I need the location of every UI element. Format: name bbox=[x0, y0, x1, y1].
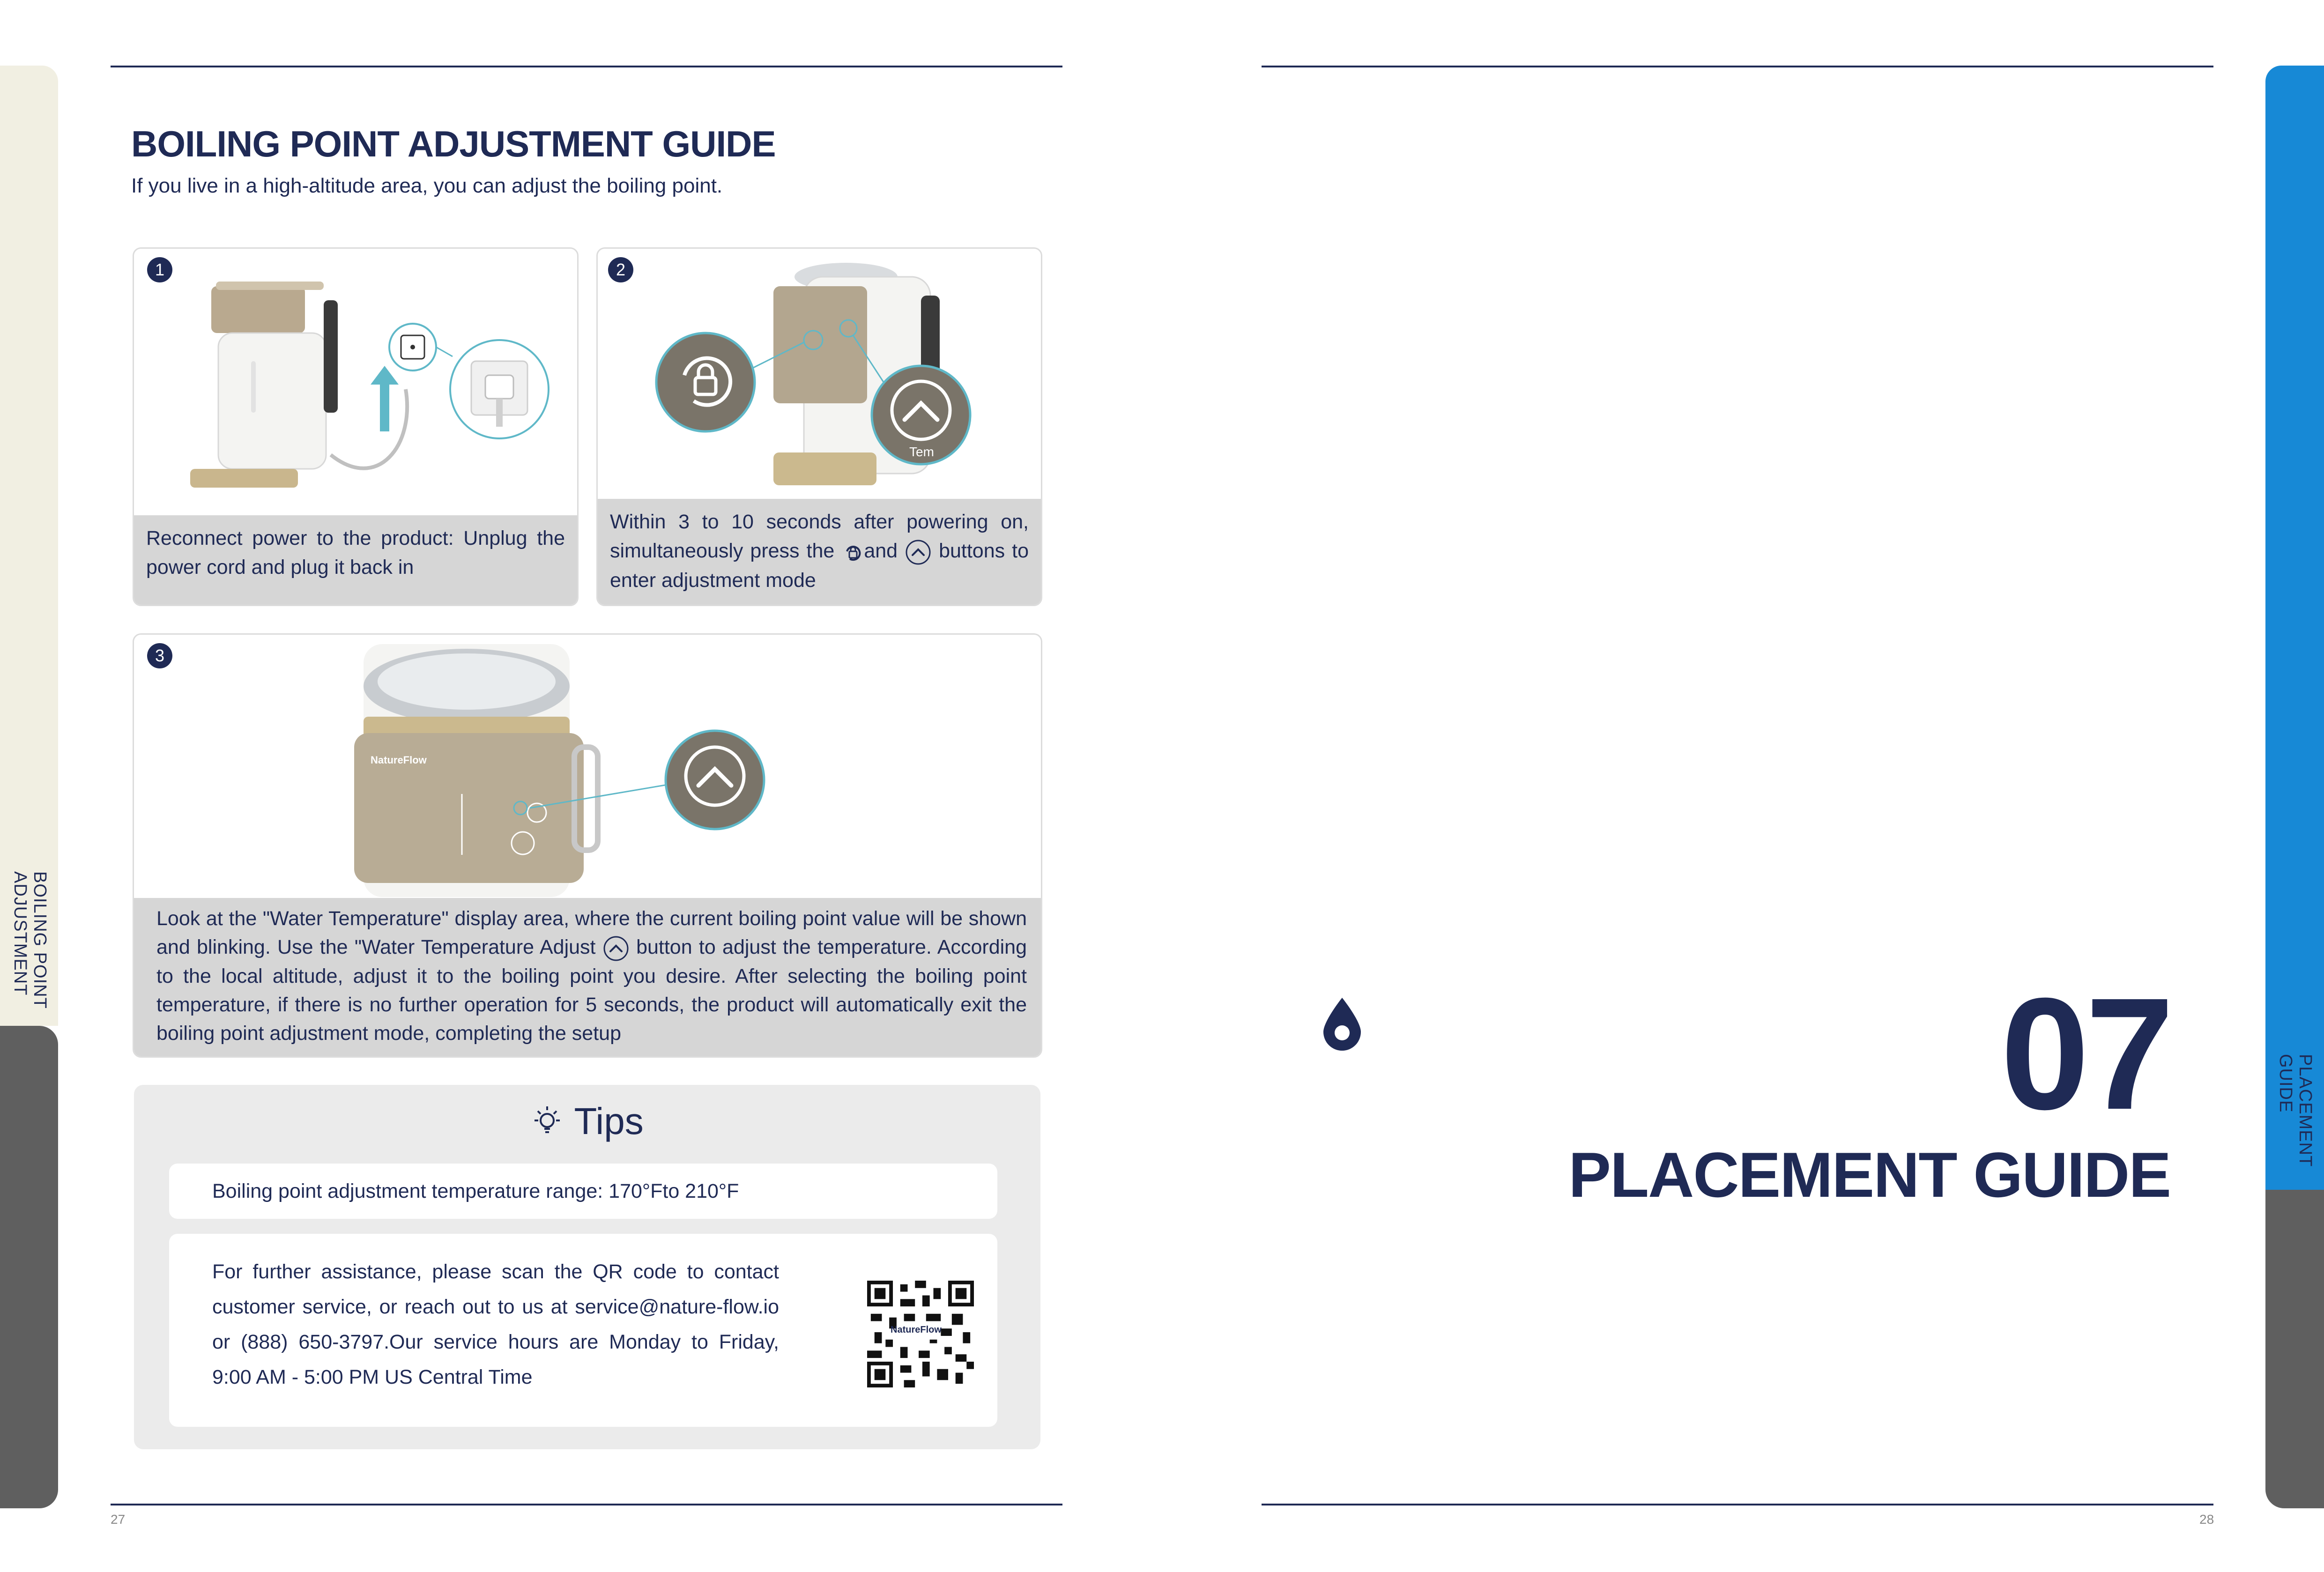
step-2-caption-start: Within 3 to 10 seconds after powering on, simultaneously press the bbox=[610, 511, 1029, 562]
lightbulb-icon bbox=[531, 1103, 564, 1140]
tip-range bbox=[169, 1164, 997, 1219]
top-rule-left bbox=[111, 66, 1062, 67]
right-page-number: 28 bbox=[2199, 1512, 2214, 1527]
right-side-tab bbox=[2265, 66, 2324, 1190]
step-1-card bbox=[133, 247, 579, 606]
step-2-card bbox=[596, 247, 1042, 606]
step-3-caption-end: button to adjust the temperature. According to the local altitude, adjust it to the boiling point you desire. After selecting the boiling point temperature, if there is no further operation for 5 seconds, the product will automatically exit the boiling point adjustment mode, completing the setup bbox=[156, 936, 1027, 1045]
tips-panel bbox=[134, 1085, 1040, 1449]
bottom-rule-right bbox=[1262, 1504, 2213, 1505]
page-title: BOILING POINT ADJUSTMENT GUIDE bbox=[131, 123, 776, 164]
step-1-number: 1 bbox=[147, 257, 172, 282]
step-3-card bbox=[133, 633, 1042, 1058]
temperature-adjust-icon bbox=[602, 935, 630, 962]
water-drop-icon bbox=[1319, 995, 1366, 1052]
step-2-caption-end: buttons to enter adjustment mode bbox=[610, 540, 1029, 592]
qr-code-label: NatureFlow bbox=[891, 1325, 942, 1335]
temperature-up-icon bbox=[905, 539, 932, 566]
left-side-tab-label: BOILING POINT ADJUSTMENT bbox=[10, 871, 50, 1009]
step-3-illustration bbox=[134, 635, 1041, 897]
step-3-number: 3 bbox=[147, 643, 172, 668]
left-side-tab-grey bbox=[0, 1026, 58, 1508]
page-subtitle: If you live in a high-altitude area, you can adjust the boiling point. bbox=[131, 174, 723, 197]
step-3-caption bbox=[134, 898, 1041, 1056]
tip-contact bbox=[169, 1234, 997, 1427]
tip-contact-text: For further assistance, please scan the QR code to contact customer service, or reach out to us at service@nature-flow.io or (888) 650-3797.Our service hours are Monday to Friday, 9:00 AM - 5:00 PM US Central Time bbox=[212, 1261, 779, 1388]
step-2-caption bbox=[598, 499, 1041, 605]
step-2-illustration bbox=[598, 249, 1041, 511]
step-3-caption-start: Look at the "Water Temperature" display area, where the current boiling point value will be shown and blinking. Use the "Water Temperature Adjust bbox=[156, 907, 1027, 958]
tips-heading bbox=[134, 1097, 1040, 1143]
step-2-number: 2 bbox=[608, 257, 633, 282]
lock-icon bbox=[841, 541, 864, 564]
bottom-rule-left bbox=[111, 1504, 1062, 1505]
top-rule-right bbox=[1262, 66, 2213, 67]
step-2-caption-and: and bbox=[864, 540, 898, 562]
right-side-tab-label: PLACEMENT GUIDE bbox=[2276, 1054, 2315, 1167]
product-brand-label: NatureFlow bbox=[371, 754, 427, 766]
chapter-number: 07 bbox=[2000, 965, 2170, 1143]
tip-range-text: Boiling point adjustment temperature range: 170°Fto 210°F bbox=[212, 1180, 739, 1202]
step-1-caption: Reconnect power to the product: Unplug the power cord and plug it back in bbox=[134, 515, 577, 605]
step-1-illustration bbox=[134, 249, 577, 511]
tips-title: Tips bbox=[574, 1100, 644, 1142]
left-page-number: 27 bbox=[111, 1512, 126, 1527]
tem-button-label: Tem bbox=[909, 445, 934, 459]
chapter-title: PLACEMENT GUIDE bbox=[1568, 1139, 2170, 1210]
right-side-tab-grey bbox=[2265, 1190, 2324, 1508]
